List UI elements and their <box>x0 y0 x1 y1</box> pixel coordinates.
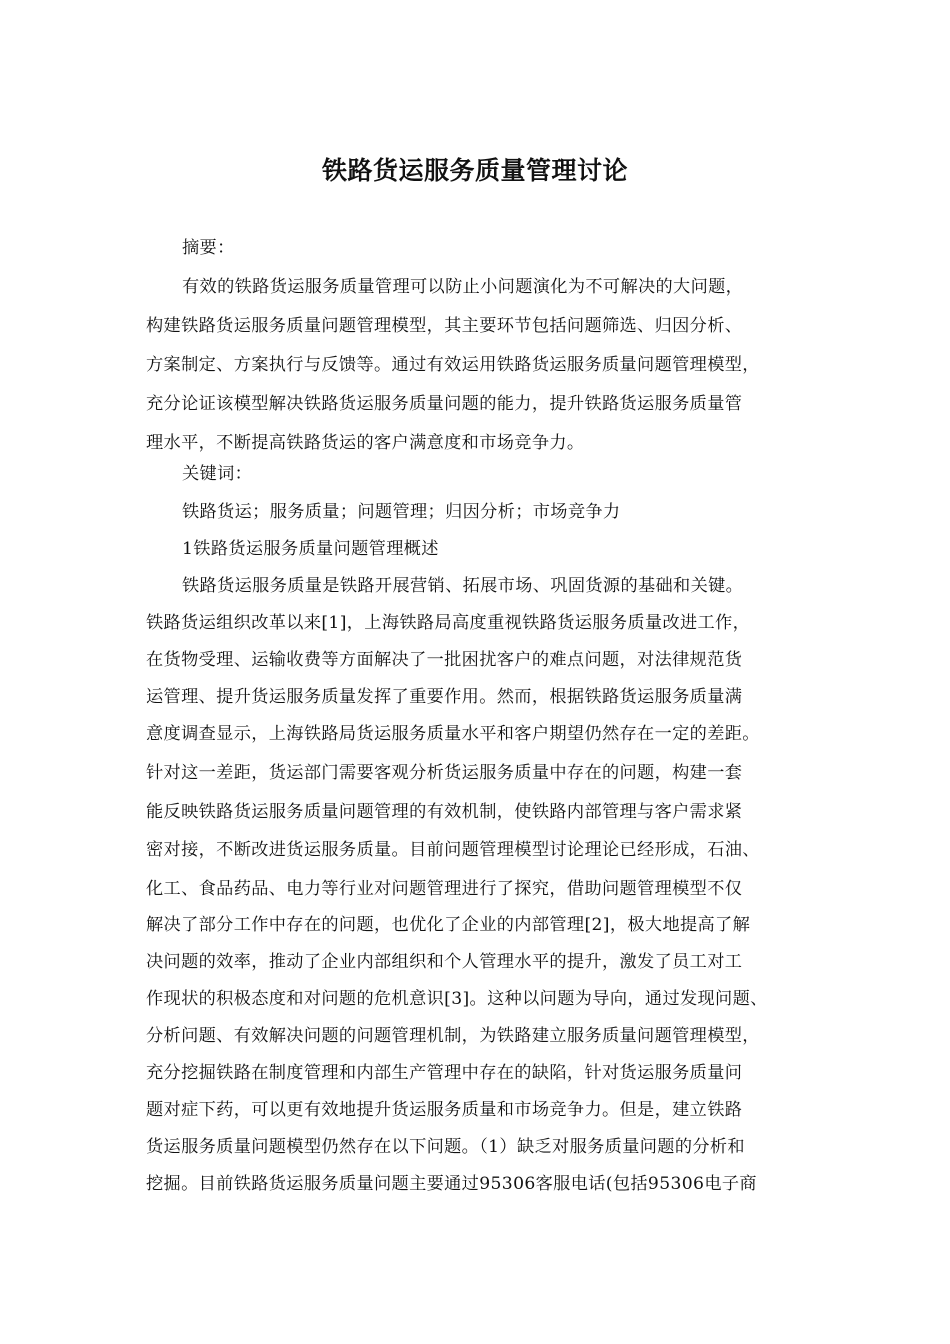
document-title: 铁路货运服务质量管理讨论 <box>321 156 628 185</box>
body-line: 化工、食品药品、电力等行业对问题管理进行了探究，借助问题管理模型不仅 <box>146 879 743 899</box>
abstract-line: 方案制定、方案执行与反馈等。通过有效运用铁路货运服务质量问题管理模型， <box>146 355 760 375</box>
body-line: 运管理、提升货运服务质量发挥了重要作用。然而，根据铁路货运服务质量满 <box>146 687 743 707</box>
abstract-label: 摘要： <box>182 238 235 258</box>
body-line: 铁路货运服务质量是铁路开展营销、拓展市场、巩固货源的基础和关键。 <box>182 576 744 596</box>
body-line: 在货物受理、运输收费等方面解决了一批困扰客户的难点问题，对法律规范货 <box>146 650 743 670</box>
abstract-line: 充分论证该模型解决铁路货运服务质量问题的能力，提升铁路货运服务质量管 <box>146 394 743 414</box>
body-line: 决问题的效率，推动了企业内部组织和个人管理水平的提升，激发了员工对工 <box>146 952 743 972</box>
body-line: 题对症下药，可以更有效地提升货运服务质量和市场竞争力。但是，建立铁路 <box>146 1100 743 1120</box>
body-line: 充分挖掘铁路在制度管理和内部生产管理中存在的缺陷，针对货运服务质量问 <box>146 1063 743 1083</box>
body-line: 针对这一差距，货运部门需要客观分析货运服务质量中存在的问题，构建一套 <box>146 763 743 783</box>
body-line: 挖掘。目前铁路货运服务质量问题主要通过95306客服电话(包括95306电子商 <box>146 1174 757 1194</box>
abstract-line: 理水平，不断提高铁路货运的客户满意度和市场竞争力。 <box>146 433 585 453</box>
section-heading: 1铁路货运服务质量问题管理概述 <box>182 539 439 559</box>
body-line: 意度调查显示，上海铁路局货运服务质量水平和客户期望仍然存在一定的差距。 <box>146 724 760 744</box>
keywords-label: 关键词： <box>182 464 253 484</box>
body-line: 密对接，不断改进货运服务质量。目前问题管理模型讨论理论已经形成，石油、 <box>146 840 760 860</box>
body-line: 铁路货运组织改革以来[1]，上海铁路局高度重视铁路货运服务质量改进工作， <box>146 613 751 633</box>
abstract-line: 有效的铁路货运服务质量管理可以防止小问题演化为不可解决的大问题， <box>182 277 744 297</box>
body-line: 作现状的积极态度和对问题的危机意识[3]。这种以问题为导向，通过发现问题、 <box>146 989 768 1009</box>
abstract-line: 构建铁路货运服务质量问题管理模型，其主要环节包括问题筛选、归因分析、 <box>146 316 743 336</box>
body-line: 分析问题、有效解决问题的问题管理机制，为铁路建立服务质量问题管理模型， <box>146 1026 760 1046</box>
body-line: 解决了部分工作中存在的问题，也优化了企业的内部管理[2]，极大地提高了解 <box>146 915 751 935</box>
body-line: 能反映铁路货运服务质量问题管理的有效机制，使铁路内部管理与客户需求紧 <box>146 802 743 822</box>
keywords-list: 铁路货运；服务质量；问题管理；归因分析；市场竞争力 <box>182 502 621 522</box>
body-line: 货运服务质量问题模型仍然存在以下问题。（1）缺乏对服务质量问题的分析和 <box>146 1137 745 1157</box>
